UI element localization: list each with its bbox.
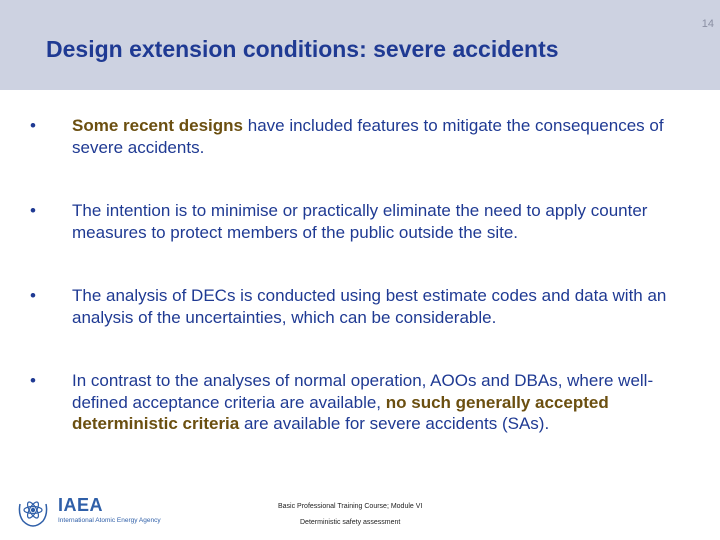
slide-title: Design extension conditions: severe accidents: [46, 36, 559, 62]
bullet-marker: •: [30, 371, 36, 390]
bullet-text: [72, 370, 692, 435]
logo-text: IAEA: [58, 495, 104, 515]
bullet-marker: •: [30, 201, 36, 220]
bullet-marker: •: [30, 116, 36, 135]
slide-number: 14: [701, 18, 714, 30]
bullet-marker: •: [30, 286, 36, 305]
iaea-emblem-icon: [16, 494, 50, 528]
bullet-text: The analysis of DECs is conducted using best estimate codes and data with an analysis of the uncertainties, which can be considerable.: [72, 286, 667, 327]
iaea-logo: [16, 494, 186, 530]
footer-topic: Deterministic safety assessment: [300, 519, 401, 526]
emphasis-text: no such generally accepted deterministic criteria: [72, 392, 609, 433]
bullet-text-part: are available for severe accidents (SAs).: [239, 414, 550, 433]
emphasis-text: Some recent designs: [72, 116, 244, 135]
footer-course: Basic Professional Training Course; Module VI: [278, 503, 423, 510]
bullet-text: The intention is to minimise or practically eliminate the need to apply counter measures to protect members of the public outside the site.: [72, 201, 648, 242]
logo-subtitle: International Atomic Energy Agency: [58, 517, 161, 524]
bullet-text-part: have included features to mitigate the consequences of severe accidents.: [72, 116, 664, 157]
header-band: [0, 0, 720, 90]
bullet-text: [72, 115, 692, 158]
bullet-text-part: In contrast to the analyses of normal operation, AOOs and DBAs, where well-defined acceptance criteria are available,: [72, 371, 654, 412]
